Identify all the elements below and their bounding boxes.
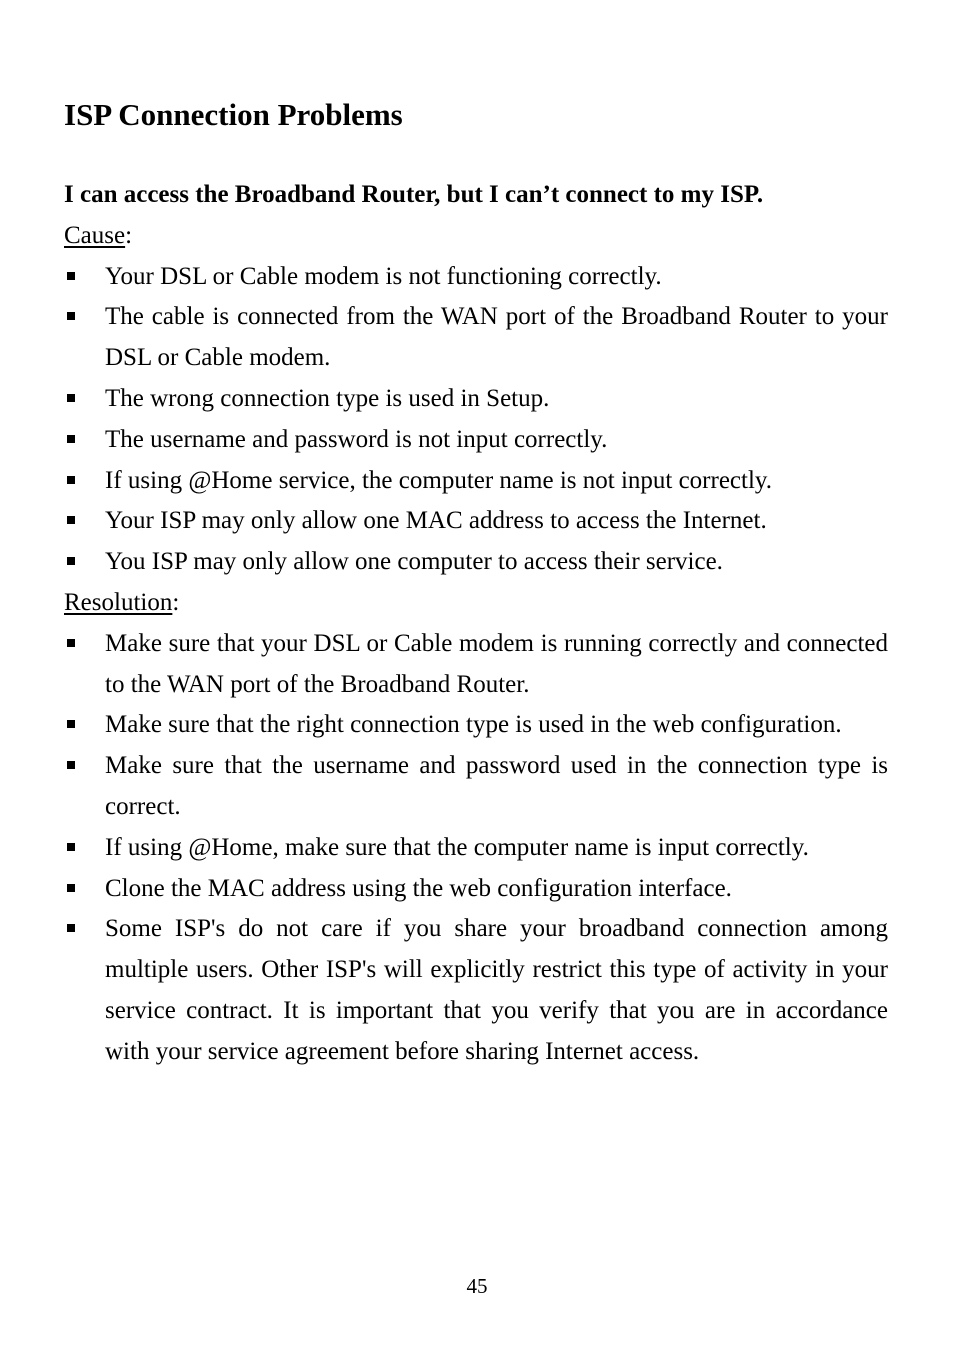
list-item <box>64 705 888 746</box>
square-bullet-icon <box>67 312 75 320</box>
list-item <box>64 257 888 298</box>
resolution-label <box>64 583 888 624</box>
resolution-label-colon: : <box>172 588 180 616</box>
resolution-list <box>64 624 888 1073</box>
list-item <box>64 297 888 379</box>
cause-list <box>64 257 888 583</box>
square-bullet-icon <box>67 924 75 932</box>
list-item-text: Some ISP's do not care if you share your broadband connection among multiple users. Other ISP's will explicitly restrict this type of activity in your service contract. It is important that you verify that you are in accordance with your service agreement before sharing Internet access. <box>105 915 888 1065</box>
cause-label-text: Cause <box>64 221 126 249</box>
list-item <box>64 542 888 583</box>
list-item <box>64 624 888 706</box>
square-bullet-icon <box>67 557 75 565</box>
list-item <box>64 461 888 502</box>
square-bullet-icon <box>67 884 75 892</box>
resolution-label-text: Resolution <box>64 588 173 616</box>
list-item <box>64 828 888 869</box>
list-item-text: Clone the MAC address using the web configuration interface. <box>105 874 732 902</box>
list-item <box>64 379 888 420</box>
square-bullet-icon <box>67 394 75 402</box>
list-item-text: Make sure that the username and password used in the connection type is correct. <box>105 752 888 820</box>
square-bullet-icon <box>67 272 75 280</box>
square-bullet-icon <box>67 516 75 524</box>
list-item-text: You ISP may only allow one computer to access their service. <box>105 548 723 576</box>
list-item <box>64 746 888 828</box>
square-bullet-icon <box>67 761 75 769</box>
list-item-text: The cable is connected from the WAN port of the Broadband Router to your DSL or Cable modem. <box>105 303 888 372</box>
list-item <box>64 869 888 910</box>
square-bullet-icon <box>67 476 75 484</box>
cause-label <box>64 216 888 257</box>
list-item-text: If using @Home service, the computer name is not input correctly. <box>105 466 773 494</box>
list-item-text: Make sure that the right connection type is used in the web configuration. <box>105 711 842 739</box>
list-item-text: The username and password is not input correctly. <box>105 425 608 453</box>
question-heading: I can access the Broadband Router, but I can’t connect to my ISP. <box>64 181 764 208</box>
list-item-text: Make sure that your DSL or Cable modem is running correctly and connected to the WAN port of the Broadband Router. <box>105 629 888 698</box>
list-item <box>64 420 888 461</box>
square-bullet-icon <box>67 639 75 647</box>
page-number: 45 <box>466 1274 488 1298</box>
list-item-text: Your DSL or Cable modem is not functioning correctly. <box>105 262 662 290</box>
square-bullet-icon <box>67 843 75 851</box>
list-item-text: Your ISP may only allow one MAC address to access the Internet. <box>105 507 767 535</box>
square-bullet-icon <box>67 435 75 443</box>
list-item-text: If using @Home, make sure that the computer name is input correctly. <box>105 833 809 861</box>
document-body <box>64 175 888 1073</box>
list-item-text: The wrong connection type is used in Setup. <box>105 384 550 412</box>
square-bullet-icon <box>67 720 75 728</box>
list-item <box>64 909 888 1072</box>
cause-label-colon: : <box>125 221 133 249</box>
page-title: ISP Connection Problems <box>64 97 403 132</box>
list-item <box>64 501 888 542</box>
